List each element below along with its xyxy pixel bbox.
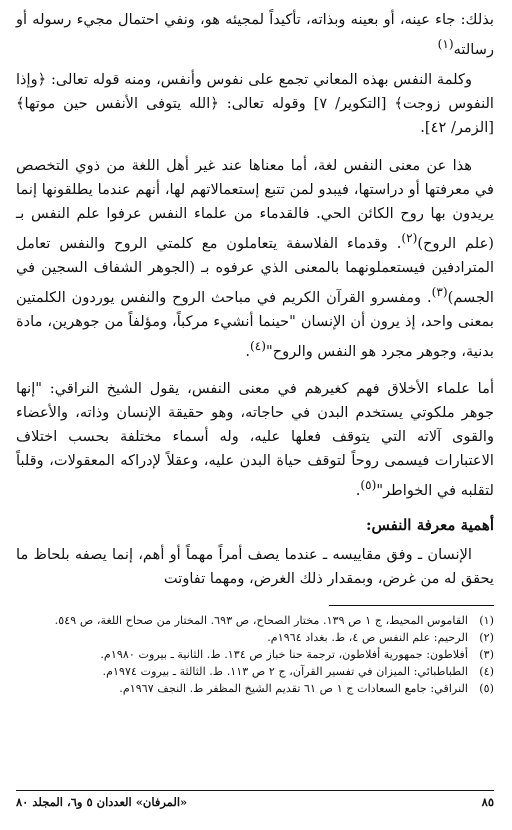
paragraph-5: الإنسان ـ وفق مقاييسه ـ عندما يصف أمراً مهماً أو أهم، إنما يصفه بلحاظ ما يحقق له من غرض، وبمقدار ذلك الغرض، ومهما تفاوتت <box>16 546 494 588</box>
paragraph-2: وكلمة النفس بهذه المعاني تجمع على نفوس وأنفس، ومنه قوله تعالى: ﴿وإذا النفوس زوجت﴾ [التكوير/ ٧] وقوله تعالى: ﴿الله يتوفى الأنفس حين موتها﴾ [الزمر/ ٤٢]. <box>16 70 494 136</box>
footnote-item <box>16 612 494 629</box>
footnote-item <box>16 663 494 680</box>
footnote-ref-1: (١) <box>437 37 454 51</box>
footnote-item <box>16 680 494 697</box>
footnote-item <box>16 629 494 646</box>
footnote-text: أفلاطون: جمهورية أفلاطون، ترجمة حنا خباز ص ١٣٤. ط. الثانية ـ بيروت ١٩٨٠م. <box>100 648 468 662</box>
footnote-number: (٢) <box>479 631 494 645</box>
page-footer <box>16 790 494 809</box>
footnote-number: (٤) <box>479 665 494 679</box>
footnote-text: الطباطبائي: الميزان في تفسير القرآن، ج ٢ ص ١١٣. ط. الثالثة ـ بيروت ١٩٧٤م. <box>102 665 468 679</box>
footnote-ref-4: (٤) <box>249 338 267 353</box>
footnote-divider <box>329 605 494 606</box>
paragraph-4: أما علماء الأخلاق فهم كغيرهم في معنى النفس، يقول الشيخ النراقي: "إنها جوهر ملكوتي يستخدم البدن في حاجاته، وهو حقيقة الإنسان وذاته، والأعضاء والقوى آلاته التي يتوقف فعلها عليه، وله أسماء مختلفة بحسب اختلاف الاعتبارات فيسمى روحاً لتوقف حياة البدن عليه، وعقلاً لإدراكه المعقولات، وقلباً لتقلبه في الخواطر"$^{(٥)}$. <box>16 380 494 500</box>
footnote-ref-3: (٣) <box>431 284 448 299</box>
section-heading: أهمية معرفة النفس: <box>365 516 494 535</box>
footnote-text: الرحيم: علم النفس ص ٤، ط. بغداد ١٩٦٤م. <box>267 631 468 645</box>
journal-info: «المرفان» العددان ٥ و٦، المجلد ٨٠ <box>16 795 188 809</box>
paragraph-3: هذا عن معنى النفس لغة، أما معناها عند غير أهل اللغة من ذوي التخصص في معرفتها أو دراستها، فيبدو لمن تتبع إستعمالاتهم لها، أنهم عندما يطلقونها إنما يريدون بها روح الكائن الحي. فالقدماء من علماء النفس عرفوا علم النفس بـ (علم الروح)$^{(٢)}$. وقدماء الفلاسفة يتعاملون مع كلمتي الروح والنفس تعامل المترادفين فيستعملونهما بالمعنى الذي عرفوه بـ (الجوهر الشفاف السجين في الجسم)$^{(٣)}$. ومفسرو القرآن الكريم في مباحث الروح والنفس يوردون الكلمتين بمعنى واحد، إذ يرون أن الإنسان "حينما أنشيء مركباً، ومؤلفاً من جوهرين، مادة بدنية، وجوهر مجرد هو النفس والروح"$^{(٤)}$. <box>16 156 494 360</box>
footnote-number: (٥) <box>479 682 494 696</box>
footnote-text: القاموس المحيط، ج ١ ص ١٣٩. مختار الصحاح، ص ٦٩٣. المختار من صحاح اللغة، ص ٥٤٩. <box>54 614 468 628</box>
footnote-text: النراقي: جامع السعادات ج ١ ص ٦١ تقديم الشيخ المظفر ط. النجف ١٩٦٧م. <box>119 682 468 696</box>
footnote-number: (٣) <box>479 648 494 662</box>
footnote-item <box>16 646 494 663</box>
footnote-number: (١) <box>479 614 494 628</box>
page-number: ٨٥ <box>481 795 494 809</box>
footnote-ref-5: (٥) <box>360 478 377 493</box>
footnote-ref-2: (٢) <box>401 230 418 245</box>
paragraph-1: بذلك: جاء عينه، أو بعينه وبذاته، تأكيداً لمجيئه هو، ونفي احتمال مجيء رسوله أو رسالته$^{(١)}$ <box>16 11 494 58</box>
footnotes <box>16 612 494 697</box>
